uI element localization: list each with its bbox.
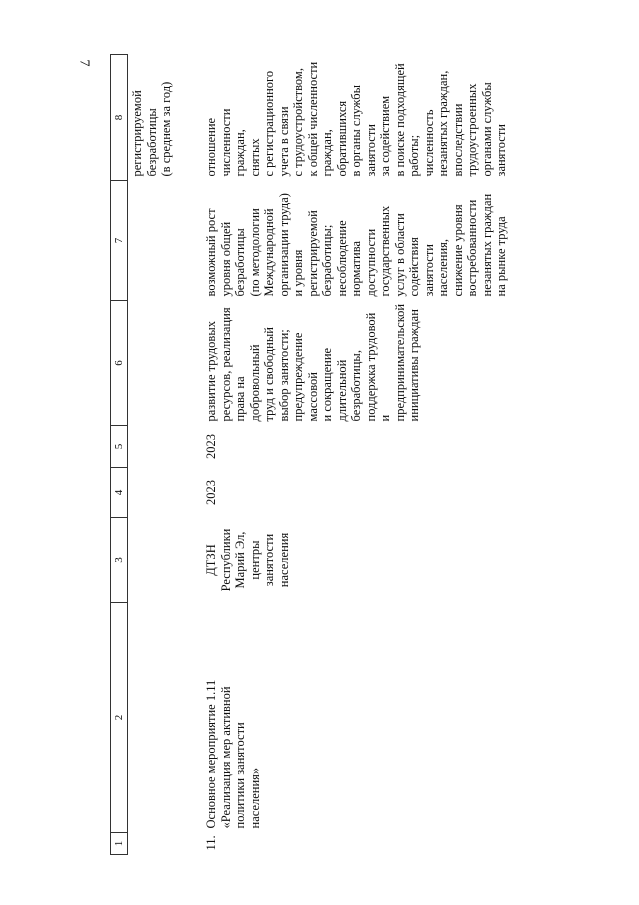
prev-tail-line: (в среднем за год) [159, 81, 173, 177]
consequence-line: несоблюдение [334, 220, 349, 297]
indicator-line: обратившихся [334, 100, 349, 177]
consequence-line: востребованности [465, 199, 479, 297]
indicators-cell [200, 55, 509, 181]
consequence-line: снижение уровня [450, 204, 465, 297]
indicator-line: за содействием [378, 95, 392, 177]
result-line: предупреждение [291, 332, 305, 422]
consequence-line: безработицы; [320, 224, 334, 297]
consequence-line: содействия [407, 237, 421, 297]
indicator-line: занятости [494, 124, 508, 177]
consequences-cell [200, 181, 509, 301]
page-number: 7 [76, 59, 92, 67]
consequence-line: занятости населения, [421, 238, 450, 297]
result-line: инициативы граждан [407, 309, 421, 422]
measure-line: политики занятости [233, 722, 247, 829]
end-year-cell: 2023 [204, 434, 218, 459]
consequence-line: возможный рост [204, 208, 218, 297]
consequence-line: регистрируемой [305, 210, 320, 297]
result-line: поддержка трудовой и [363, 312, 392, 422]
result-line: безработицы, [349, 350, 363, 422]
executor-line: Марий Эл, [233, 531, 247, 589]
prev-tail-line: регистрируемой [130, 90, 144, 177]
consequence-line: организации труда) [276, 193, 291, 297]
result-line: и сокращение [320, 347, 334, 422]
result-line: массовой [305, 372, 320, 422]
row-number: 11. [204, 835, 218, 851]
result-line: выбор занятости; [276, 329, 291, 422]
header-col-2: 2 [111, 603, 128, 833]
indicator-line: учета в связи [276, 106, 291, 177]
indicator-line: впоследствии [450, 103, 465, 177]
indicator-line: трудоустроенных [465, 83, 479, 177]
indicator-line: к общей численности [305, 61, 320, 177]
indicator-line: органами службы [479, 82, 494, 177]
result-line: развитие трудовых [204, 321, 218, 422]
result-line: права на добровольный [233, 344, 262, 422]
measures-table [110, 54, 509, 855]
consequence-line: незанятых граждан [479, 193, 494, 297]
indicator-line: в органы службы [349, 84, 363, 177]
header-col-8: 8 [111, 55, 128, 181]
executor-cell [200, 518, 509, 603]
indicator-line: незанятых граждан, [436, 70, 450, 177]
consequence-line: доступности [363, 228, 378, 297]
measure-line: Основное мероприятие 1.11 [204, 679, 218, 829]
header-col-7: 7 [111, 181, 128, 301]
start-year-cell: 2023 [204, 480, 218, 505]
consequence-line: государственных [378, 205, 392, 297]
prev-indicator-cell [128, 55, 201, 181]
header-col-3: 3 [111, 518, 128, 603]
executor-line: населения [276, 532, 291, 588]
header-col-1: 1 [111, 833, 128, 855]
indicator-line: с регистрационного [262, 70, 276, 177]
indicator-line: снятых [247, 138, 262, 177]
result-line: длительной [334, 359, 349, 422]
header-col-4: 4 [111, 468, 128, 518]
executor-line: центры [247, 540, 262, 580]
indicator-line: численность [421, 109, 436, 177]
consequence-line: безработицы [233, 228, 247, 297]
indicator-line: в поиске подходящей [392, 63, 407, 177]
result-line: ресурсов, реализация [218, 307, 233, 422]
consequence-line: на рынке труда [494, 216, 508, 297]
indicator-line: граждан, [320, 129, 334, 177]
header-row [111, 55, 128, 855]
measure-cell [200, 603, 509, 833]
consequence-line: и уровня [291, 249, 305, 297]
executor-line: Республики [218, 528, 233, 592]
previous-row-tail [128, 55, 201, 855]
prev-tail-line: безработицы [144, 108, 159, 177]
indicator-line: численности граждан, [218, 108, 247, 177]
consequence-line: (по методологии [247, 208, 262, 297]
result-line: труд и свободный [262, 327, 276, 422]
indicator-line: с трудоустройством, [291, 68, 305, 177]
header-col-5: 5 [111, 426, 128, 468]
indicator-line: работы; [407, 134, 421, 177]
consequence-line: Международной [262, 208, 276, 297]
result-line: предпринимательской [392, 303, 407, 422]
consequence-line: норматива [349, 241, 363, 297]
measure-line: населения» [247, 767, 262, 829]
header-col-6: 6 [111, 301, 128, 426]
measure-line: «Реализация мер активной [218, 686, 233, 829]
document-table [110, 55, 508, 855]
result-cell [200, 301, 509, 426]
table-row [200, 55, 509, 855]
indicator-line: занятости [363, 124, 378, 177]
executor-line: занятости [262, 533, 276, 587]
indicator-line: отношение [204, 117, 218, 177]
consequence-line: уровня общей [218, 221, 233, 297]
consequence-line: услуг в области [392, 213, 407, 297]
executor-line: ДТЗН [204, 544, 218, 576]
